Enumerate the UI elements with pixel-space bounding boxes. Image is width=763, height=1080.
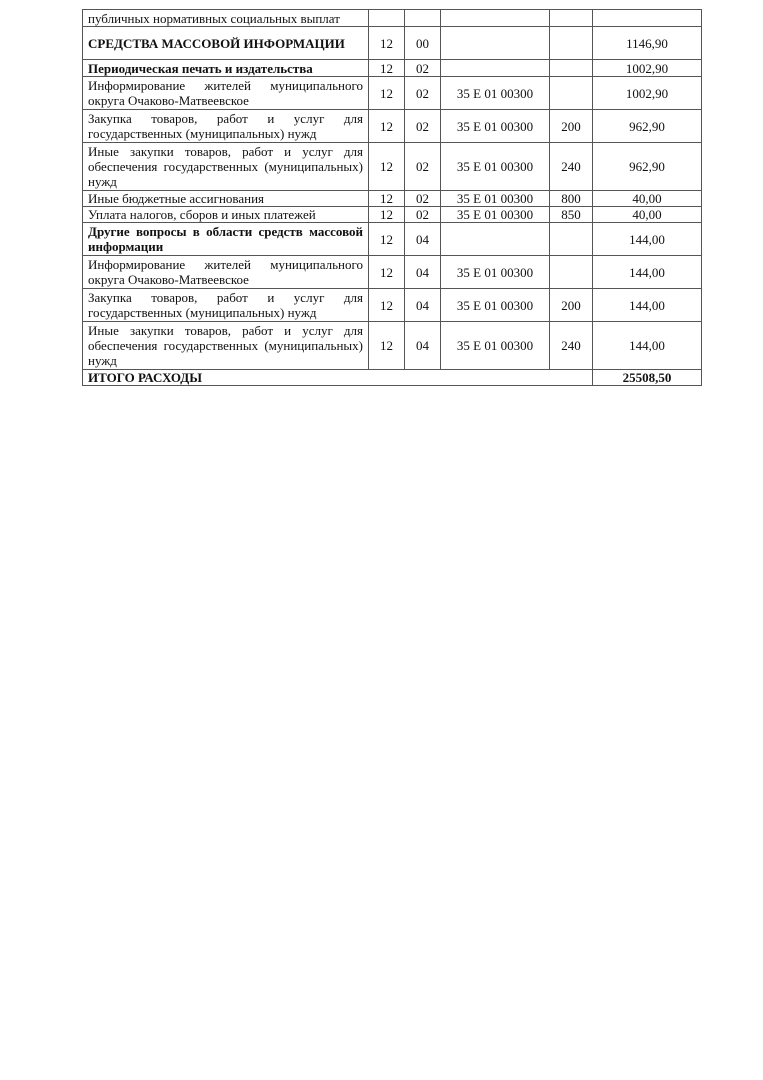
row-pr: 04: [405, 256, 441, 289]
row-csr: 35 Е 01 00300: [441, 110, 550, 143]
row-sum: 144,00: [593, 223, 702, 256]
row-rz: 12: [369, 223, 405, 256]
row-sum: 144,00: [593, 289, 702, 322]
row-csr: [441, 223, 550, 256]
row-pr: 02: [405, 143, 441, 191]
table-row: [83, 77, 702, 110]
row-sum: 40,00: [593, 207, 702, 223]
table-row: [83, 27, 702, 60]
row-sum: 1002,90: [593, 77, 702, 110]
total-row: [83, 370, 702, 386]
row-rz: 12: [369, 289, 405, 322]
row-rz: 12: [369, 256, 405, 289]
row-name: Иные закупки товаров, работ и услуг для обеспечения государственных (муниципальных) нужд: [83, 322, 369, 370]
row-name: Периодическая печать и издательства: [83, 60, 369, 77]
row-sum: 962,90: [593, 143, 702, 191]
row-sum: 962,90: [593, 110, 702, 143]
row-pr: 02: [405, 77, 441, 110]
row-vr: 200: [550, 110, 593, 143]
table-row: [83, 191, 702, 207]
row-sum: 1002,90: [593, 60, 702, 77]
table-row: [83, 110, 702, 143]
row-name: Иные закупки товаров, работ и услуг для обеспечения государственных (муниципальных) нужд: [83, 143, 369, 191]
row-vr: [550, 27, 593, 60]
row-csr: 35 Е 01 00300: [441, 77, 550, 110]
row-pr: 04: [405, 223, 441, 256]
total-sum: 25508,50: [593, 370, 702, 386]
row-vr: [550, 60, 593, 77]
row-csr: [441, 10, 550, 27]
row-pr: 04: [405, 322, 441, 370]
row-pr: 02: [405, 207, 441, 223]
table-row: [83, 322, 702, 370]
row-csr: [441, 60, 550, 77]
row-rz: 12: [369, 143, 405, 191]
row-name: Закупка товаров, работ и услуг для государственных (муниципальных) нужд: [83, 289, 369, 322]
row-csr: 35 Е 01 00300: [441, 289, 550, 322]
row-pr: 02: [405, 191, 441, 207]
row-rz: 12: [369, 110, 405, 143]
row-sum: 144,00: [593, 256, 702, 289]
row-csr: [441, 27, 550, 60]
row-vr: 850: [550, 207, 593, 223]
total-label: ИТОГО РАСХОДЫ: [83, 370, 593, 386]
budget-table: [82, 9, 702, 386]
row-csr: 35 Е 01 00300: [441, 191, 550, 207]
table-row: [83, 256, 702, 289]
row-sum: 144,00: [593, 322, 702, 370]
row-pr: 02: [405, 60, 441, 77]
row-vr: 240: [550, 143, 593, 191]
row-rz: 12: [369, 322, 405, 370]
row-csr: 35 Е 01 00300: [441, 207, 550, 223]
row-pr: 04: [405, 289, 441, 322]
row-pr: 00: [405, 27, 441, 60]
row-vr: 800: [550, 191, 593, 207]
row-vr: [550, 77, 593, 110]
row-name: Информирование жителей муниципального округа Очаково-Матвеевское: [83, 256, 369, 289]
row-name: Закупка товаров, работ и услуг для государственных (муниципальных) нужд: [83, 110, 369, 143]
row-rz: 12: [369, 207, 405, 223]
row-name: Информирование жителей муниципального округа Очаково-Матвеевское: [83, 77, 369, 110]
row-csr: 35 Е 01 00300: [441, 256, 550, 289]
row-vr: 240: [550, 322, 593, 370]
row-rz: [369, 10, 405, 27]
row-csr: 35 Е 01 00300: [441, 322, 550, 370]
row-pr: 02: [405, 110, 441, 143]
row-pr: [405, 10, 441, 27]
table-row: [83, 60, 702, 77]
row-name: СРЕДСТВА МАССОВОЙ ИНФОРМАЦИИ: [83, 27, 369, 60]
row-sum: [593, 10, 702, 27]
row-name: Уплата налогов, сборов и иных платежей: [83, 207, 369, 223]
row-rz: 12: [369, 191, 405, 207]
table-row: [83, 207, 702, 223]
row-name: Другие вопросы в области средств массовой информации: [83, 223, 369, 256]
row-csr: 35 Е 01 00300: [441, 143, 550, 191]
row-sum: 1146,90: [593, 27, 702, 60]
row-vr: [550, 256, 593, 289]
row-vr: [550, 10, 593, 27]
row-rz: 12: [369, 27, 405, 60]
row-vr: 200: [550, 289, 593, 322]
row-name: Иные бюджетные ассигнования: [83, 191, 369, 207]
table-row: [83, 289, 702, 322]
row-name: публичных нормативных социальных выплат: [83, 10, 369, 27]
row-vr: [550, 223, 593, 256]
table-row: [83, 223, 702, 256]
row-sum: 40,00: [593, 191, 702, 207]
row-rz: 12: [369, 60, 405, 77]
table-row: [83, 10, 702, 27]
row-rz: 12: [369, 77, 405, 110]
table-row: [83, 143, 702, 191]
